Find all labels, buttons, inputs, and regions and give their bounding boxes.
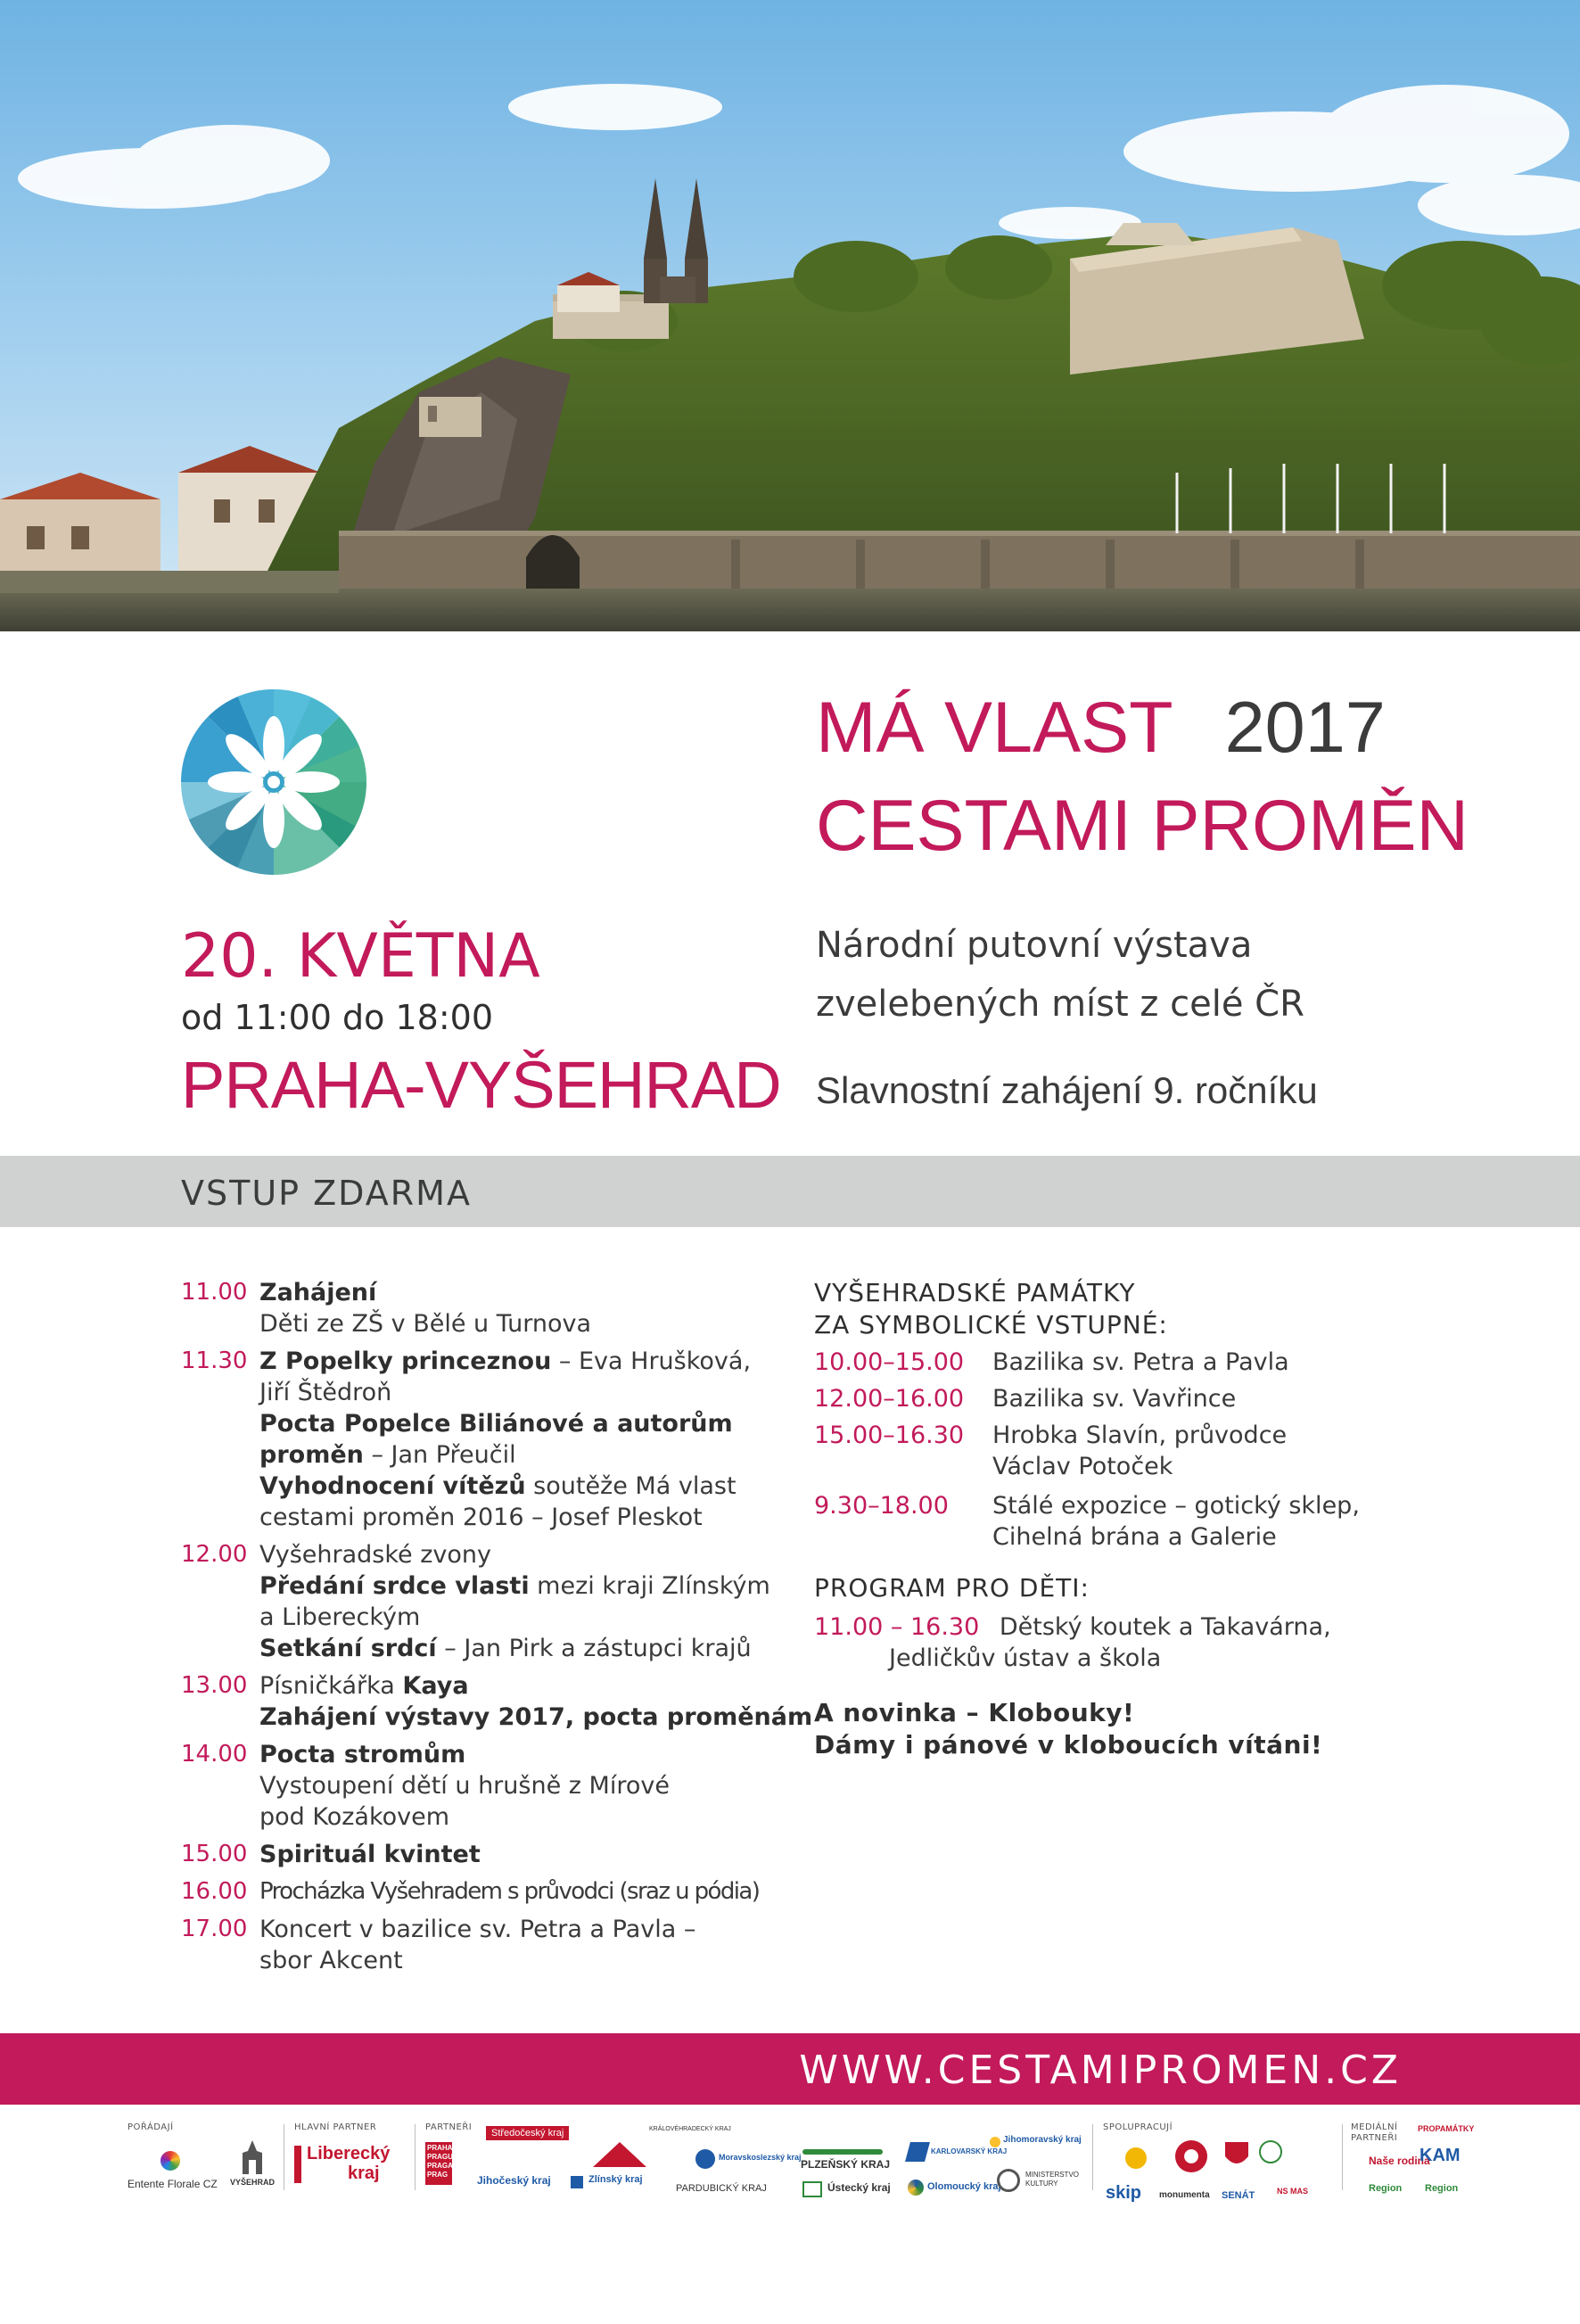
partner-liberecky: Liberecký [307, 2144, 391, 2163]
event-hours: od 11:00 do 18:00 [181, 998, 493, 1037]
program-text: Vyhodnocení vítězů [259, 1472, 526, 1500]
partner-region: Region [1369, 2183, 1403, 2194]
partner-nase-rodina: Naše rodina [1369, 2155, 1430, 2167]
program-item [181, 1839, 805, 1870]
partner-ustecky: Ústecký kraj [827, 2181, 891, 2194]
partner-liberecky-kraj: kraj [348, 2163, 380, 2183]
liberecky-bar-icon [294, 2146, 301, 2183]
monuments-heading-1: VYŠEHRADSKÉ PAMÁTKY [814, 1278, 1136, 1307]
collegium-logo-icon [1125, 2147, 1147, 2169]
program-list [181, 1277, 813, 1982]
kids-text-1: Dětský koutek a Takavárna, [999, 1613, 1331, 1641]
program-text: – Jan Přeučil [363, 1441, 516, 1469]
caption-poradaji: POŘÁDAJÍ [128, 2122, 174, 2132]
program-time: 11.00 [181, 1279, 248, 1306]
program-text: Jiří Štědroň [259, 1379, 392, 1406]
unesco-logo-icon [1175, 2140, 1207, 2172]
website-link[interactable]: WWW.CESTAMIPROMEN.CZ [799, 2048, 1402, 2093]
partner-plzensky: PLZEŇSKÝ KRAJ [801, 2158, 891, 2171]
website-band [0, 2033, 1580, 2105]
event-date: 20. KVĚTNA [181, 921, 540, 992]
kids-heading: PROGRAM PRO DĚTI: [814, 1573, 1090, 1603]
monument-item [814, 1347, 1385, 1378]
ustecky-logo-icon [802, 2181, 822, 2197]
program-text: proměn [259, 1441, 364, 1469]
program-text: Zahájení [259, 1279, 377, 1306]
program-text: – Eva Hrušková, [551, 1347, 752, 1375]
program-text: Pocta Popelce Biliánové a autorům [259, 1410, 733, 1438]
partner-karlovarsky: KARLOVARSKÝ KRAJ [931, 2147, 1008, 2155]
program-text: Děti ze ZŠ v Bělé u Turnova [259, 1310, 592, 1338]
jihomoravsky-logo-icon [990, 2137, 1000, 2147]
program-text: Předání srdce vlasti [259, 1572, 530, 1600]
olomoucky-logo-icon [908, 2180, 924, 2196]
partner-vysehrad: VYŠEHRAD [230, 2178, 276, 2187]
program-text: Setkání srdcí [259, 1635, 437, 1662]
free-entry-text: VSTUP ZDARMA [181, 1174, 472, 1213]
program-text: cestami proměn 2016 – Josef Pleskot [259, 1504, 703, 1531]
partner-monumenta: monumenta [1159, 2190, 1210, 2200]
vysehrad-emblem-icon [239, 2140, 266, 2174]
partner-kralovehradecky: KRÁLOVÉHRADECKÝ KRAJ [649, 2126, 731, 2132]
subtitle-line-1: Národní putovní výstava [816, 925, 1253, 966]
title-year: 2017 [1224, 688, 1386, 768]
program-item [181, 1346, 805, 1533]
program-item [181, 1914, 805, 1976]
monument-time: 10.00–15.00 [814, 1348, 965, 1376]
monuments-heading-2: ZA SYMBOLICKÉ VSTUPNÉ: [814, 1310, 1168, 1339]
monument-text: Cihelná brána a Galerie [992, 1523, 1277, 1551]
partner-ministerstvo: MINISTERSTVO [1025, 2171, 1080, 2179]
program-text: mezi kraji Zlínským [529, 1572, 770, 1600]
monument-text: Václav Potoček [992, 1453, 1173, 1480]
plzensky-logo-icon [802, 2149, 883, 2155]
free-entry-band [0, 1156, 1580, 1227]
partner-prague: PRAGUE [427, 2153, 458, 2161]
wreath-logo-icon [1259, 2140, 1282, 2163]
monument-text: Hrobka Slavín, průvodce [992, 1422, 1288, 1449]
entente-logo-icon [160, 2151, 180, 2171]
monument-text: Bazilika sv. Vavřince [992, 1385, 1237, 1413]
monument-item [814, 1490, 1385, 1553]
program-item [181, 1876, 805, 1908]
partner-ministerstvo-kultury: KULTURY [1025, 2180, 1058, 2188]
program-text: Procházka Vyšehradem s průvodci (sraz u pódia) [259, 1878, 760, 1905]
title-cestami-promen: CESTAMI PROMĚN [816, 786, 1469, 866]
caption-medialni-2: PARTNEŘI [1351, 2133, 1398, 2143]
novinka-line-1: A novinka – Klobouky! [814, 1698, 1135, 1727]
program-text: Kaya [402, 1672, 469, 1700]
program-text: Spirituál kvintet [259, 1841, 481, 1868]
program-text: pod Kozákovem [259, 1803, 450, 1831]
partner-zlinsky: Zlínský kraj [588, 2174, 643, 2185]
novinka-note [814, 1697, 1385, 1761]
program-time: 13.00 [181, 1672, 248, 1699]
program-time: 11.30 [181, 1347, 248, 1374]
partners-strip [0, 2115, 1580, 2324]
monument-item [814, 1420, 1385, 1482]
partner-jihocesky: Jihočeský kraj [477, 2174, 551, 2187]
monument-text: Stálé expozice – gotický sklep, [992, 1492, 1360, 1520]
divider [1342, 2124, 1343, 2190]
partner-praha: PRAHA [427, 2144, 453, 2152]
monument-item [814, 1383, 1385, 1414]
program-item [181, 1539, 805, 1664]
monument-text: Bazilika sv. Petra a Pavla [992, 1348, 1289, 1376]
program-text: soutěže Má vlast [525, 1472, 737, 1500]
program-text: sbor Akcent [259, 1947, 403, 1974]
program-time: 12.00 [181, 1541, 248, 1568]
kralovehradecky-logo-icon [593, 2142, 646, 2167]
caption-spolupracuji: SPOLUPRACUJÍ [1103, 2122, 1173, 2132]
caption-medialni: MEDIÁLNÍ [1351, 2122, 1398, 2132]
subtitle-line-3: Slavnostní zahájení 9. ročníku [816, 1069, 1318, 1111]
divider [1092, 2124, 1093, 2190]
title-ma-vlast: MÁ VLAST [816, 688, 1173, 768]
partner-nasmas: NS MAS [1277, 2187, 1309, 2196]
monuments-column [814, 1277, 1385, 1761]
program-text: a Libereckým [259, 1603, 421, 1631]
partner-kam: KAM [1420, 2146, 1461, 2165]
monument-time: 15.00–16.30 [814, 1422, 965, 1449]
event-place: PRAHA-VYŠEHRAD [181, 1048, 781, 1122]
program-text: Z Popelky princeznou [259, 1347, 552, 1375]
program-item [181, 1739, 805, 1833]
ministerstvo-logo-icon [997, 2169, 1020, 2192]
hero-photo-vysehrad [0, 0, 1580, 631]
zlinsky-logo-icon [571, 2176, 583, 2188]
main-title [816, 688, 1386, 768]
program-text: – Jan Pirk a zástupci krajů [436, 1635, 752, 1662]
program-item [181, 1277, 805, 1339]
partner-senat: SENÁT [1222, 2190, 1255, 2201]
program-text: Vystoupení dětí u hrušně z Mírové [259, 1772, 670, 1800]
program-text: Zahájení výstavy 2017, pocta proměnám [259, 1703, 813, 1731]
program-text: Pocta stromům [259, 1741, 466, 1768]
partner-prag: PRAG [427, 2171, 448, 2179]
monument-time: 12.00–16.00 [814, 1385, 965, 1413]
kids-time: 11.00 – 16.30 [814, 1613, 980, 1641]
program-text: Písničkářka [259, 1672, 403, 1700]
partner-entente: Entente Florale CZ [128, 2178, 218, 2190]
program-item [181, 1670, 813, 1733]
partner-pardubicky: PARDUBICKÝ KRAJ [676, 2183, 767, 2194]
program-text: Vyšehradské zvony [259, 1541, 491, 1569]
program-time: 16.00 [181, 1878, 248, 1905]
program-time: 14.00 [181, 1741, 248, 1768]
program-time: 17.00 [181, 1916, 248, 1942]
caption-partneri: PARTNEŘI [425, 2122, 473, 2132]
monument-time: 9.30–18.00 [814, 1492, 949, 1520]
caption-hlavni-partner: HLAVNÍ PARTNER [294, 2122, 377, 2132]
kids-text-2: Jedličkův ústav a škola [889, 1644, 1162, 1672]
program-text: Koncert v bazilice sv. Petra a Pavla – [259, 1916, 696, 1943]
partner-region-2: Region [1425, 2183, 1459, 2194]
partner-stredocesky: Středočeský kraj [486, 2126, 569, 2140]
partner-praga: PRAGA [427, 2162, 453, 2170]
partner-propamatky: PROPAMÁTKY [1418, 2124, 1475, 2133]
kids-item [814, 1611, 1385, 1674]
flower-logo [181, 689, 366, 875]
partner-jihomoravsky: Jihomoravský kraj [1003, 2135, 1082, 2145]
karlovarsky-logo-icon [905, 2142, 930, 2162]
partner-moravskoslezsky: Moravskoslezský kraj [719, 2153, 802, 2162]
subtitle-line-2: zvelebených míst z celé ČR [816, 984, 1304, 1025]
divider [415, 2124, 416, 2190]
novinka-line-2: Dámy i pánové v kloboucích vítáni! [814, 1730, 1323, 1759]
moravskoslezsky-logo-icon [695, 2149, 715, 2169]
senat-emblem-icon [1223, 2140, 1250, 2171]
program-time: 15.00 [181, 1841, 248, 1867]
partner-olomoucky: Olomoucký kraj [927, 2181, 1001, 2192]
partner-skip: skip [1106, 2183, 1142, 2203]
